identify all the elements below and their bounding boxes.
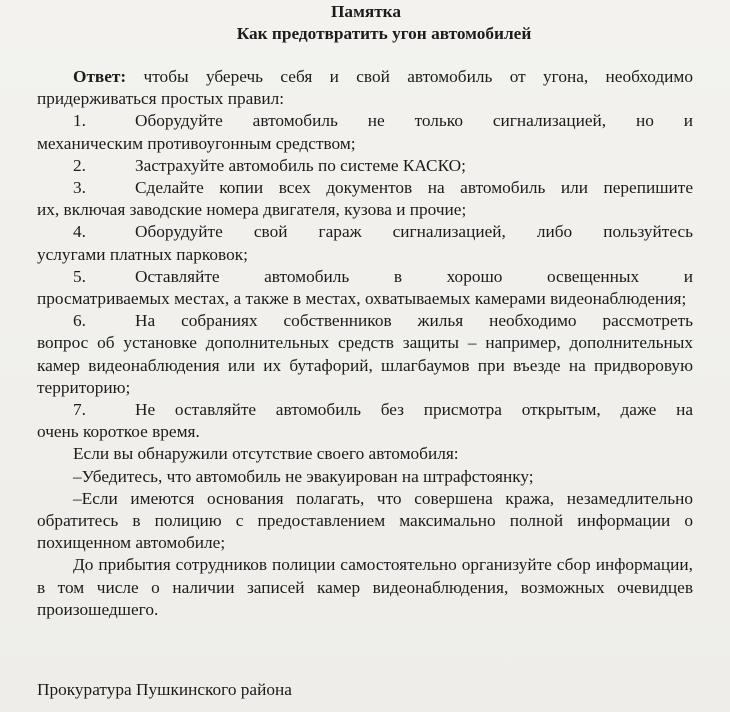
document-title: Памятка (330, 2, 402, 21)
document-body (37, 66, 693, 621)
answer-text: чтобы уберечь себя и свой автомобиль от угона, необходимо придерживаться простых правил: (37, 67, 693, 109)
closing-paragraph: До прибытия сотрудников полиции самостоятельно организуйте сбор информации, в том числе о наличии записей камер видеонаблюдения, возможных очевидцев произошедшего. (37, 555, 693, 619)
rule-item (37, 110, 693, 154)
intro-paragraph (37, 66, 693, 110)
rule-number: 5. (73, 266, 86, 286)
rule-text-first: Сделайте копии всех документов на автомобиль или перепишите (135, 178, 693, 198)
rule-item (37, 177, 693, 221)
rule-number: 2. (73, 155, 86, 175)
rule-number: 1. (73, 111, 86, 131)
rule-item (37, 266, 693, 310)
rule-text-first: Оборудуйте автомобиль не только сигнализацией, но и (135, 111, 693, 131)
rule-item (37, 399, 693, 443)
rule-text-first: Застрахуйте автомобиль по системе КАСКО; (135, 155, 466, 175)
rule-text-first: Не оставляйте автомобиль без присмотра открытым, даже на (135, 400, 693, 420)
discovery-intro: Если вы обнаружили отсутствие своего автомобиля: (73, 444, 459, 464)
rule-text-first: На собраниях собственников жилья необходимо рассмотреть (135, 311, 693, 331)
document-subtitle: Как предотвратить угон автомобилей (236, 24, 532, 43)
rule-text-rest: просматриваемых местах, а также в местах, охватываемых камерами видеонаблюдения; (37, 289, 687, 309)
rule-text-rest: механическим противоугонным средством; (37, 133, 356, 153)
rule-number: 7. (73, 400, 86, 420)
rule-number: 3. (73, 178, 86, 198)
rule-text-rest: их, включая заводские номера двигателя, кузова и прочие; (37, 200, 467, 220)
step-item: –Если имеются основания полагать, что совершена кража, незамедлительно обратитесь в полицию с предоставлением максимально полной информации о похищенном автомобиле; (37, 488, 693, 553)
rule-item (37, 221, 693, 265)
rule-text-first: Оставляйте автомобиль в хорошо освещенных и (135, 266, 693, 286)
document-header (0, 1, 730, 45)
rule-text-first: Оборудуйте свой гараж сигнализацией, либо пользуйтесь (135, 222, 693, 242)
rule-number: 4. (73, 222, 86, 242)
rule-text-rest: очень короткое время. (37, 422, 200, 442)
rule-item (37, 155, 693, 177)
step-item: –Убедитесь, что автомобиль не эвакуирован на штрафстоянку; (73, 466, 534, 486)
rule-text-rest: вопрос об установке дополнительных средств защиты – например, дополнительных камер видеонаблюдения или их бутафорий, шлагбаумов при въезде на придворовую территорию; (37, 333, 693, 397)
signature: Прокуратура Пушкинского района (37, 680, 292, 699)
rule-text-rest: услугами платных парковок; (37, 244, 248, 264)
answer-label: Ответ: (73, 67, 127, 86)
rule-item (37, 310, 693, 399)
rule-number: 6. (73, 311, 86, 331)
